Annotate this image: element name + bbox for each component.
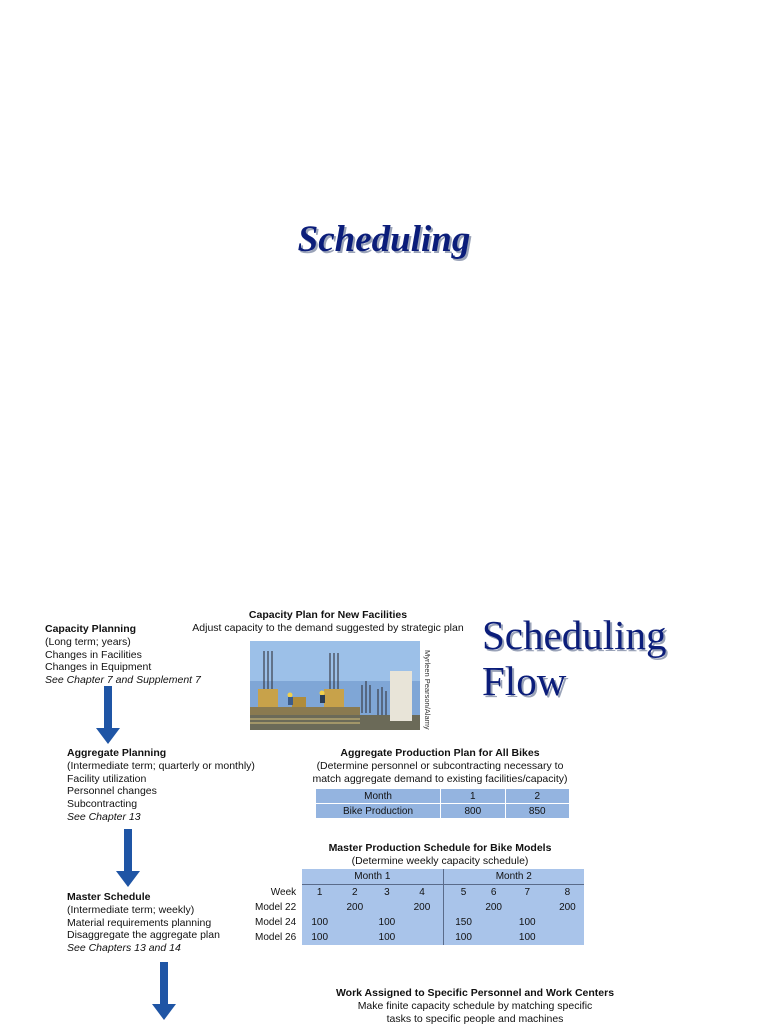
mps-cell: 100 (302, 915, 337, 930)
table-row (244, 930, 584, 945)
mps-cell: 100 (302, 930, 337, 945)
master-schedule-ref: See Chapters 13 and 14 (67, 942, 181, 955)
aggregate-plan-heading: Aggregate Production Plan for All Bikes (340, 747, 540, 759)
capacity-planning-line: (Long term; years) (45, 635, 131, 648)
mps-cell (551, 930, 584, 945)
mps-week: 4 (401, 885, 443, 901)
mps-week: 2 (337, 885, 372, 901)
mps-week: 5 (443, 885, 484, 901)
scheduling-flow-title (482, 612, 752, 704)
mps-cell (337, 915, 372, 930)
mps-row-label: Model 22 (255, 902, 297, 913)
table-header-cell: 1 (441, 789, 505, 804)
table-cell: 850 (505, 804, 569, 819)
table-header-cell: Month (316, 789, 441, 804)
mps-week: 6 (484, 885, 504, 901)
mps-cell: 200 (401, 900, 443, 915)
master-schedule-line: Material requirements planning (67, 916, 212, 929)
mps-cell (401, 930, 443, 945)
aggregate-plan-block (290, 747, 590, 785)
aggregate-planning-line: Facility utilization (67, 772, 147, 785)
work-assigned-heading: Work Assigned to Specific Personnel and Work Centers (335, 987, 615, 999)
mps-week: 1 (302, 885, 337, 901)
mps-month-2: Month 2 (443, 869, 584, 885)
arrow-down-icon (96, 686, 120, 744)
aggregate-planning-line: (Intermediate term; quarterly or monthly) (67, 759, 255, 772)
capacity-plan-block (185, 609, 471, 635)
master-schedule-heading: Master Schedule (67, 891, 151, 903)
arrow-down-icon (152, 962, 176, 1020)
mps-row-label: Model 26 (255, 932, 297, 943)
mps-cell: 100 (372, 930, 401, 945)
aggregate-planning-ref: See Chapter 13 (67, 810, 141, 823)
work-assigned-sub2: tasks to specific people and machines (386, 1012, 564, 1025)
mps-cell: 200 (485, 902, 502, 913)
mps-subtitle: (Determine weekly capacity schedule) (351, 854, 529, 867)
master-schedule-line: (Intermediate term; weekly) (67, 903, 195, 916)
capacity-plan-heading: Capacity Plan for New Facilities (248, 609, 408, 621)
mps-month-1: Month 1 (302, 869, 443, 885)
mps-cell (443, 900, 484, 915)
mps-cell: 150 (443, 915, 484, 930)
mps-cell (484, 915, 504, 930)
work-assigned-sub1: Make finite capacity schedule by matching specific (357, 999, 593, 1012)
mps-cell (337, 930, 372, 945)
mps-cell: 100 (504, 915, 551, 930)
mps-cell: 200 (551, 900, 584, 915)
mps-cell (401, 915, 443, 930)
capacity-planning-line: Changes in Facilities (45, 648, 142, 661)
construction-photo (250, 641, 420, 730)
mps-cell (551, 915, 584, 930)
table-row-label: Bike Production (316, 804, 441, 819)
capacity-plan-subtitle: Adjust capacity to the demand suggested by strategic plan (192, 621, 464, 634)
mps-cell: 100 (372, 915, 401, 930)
aggregate-plan-sub1: (Determine personnel or subcontracting necessary to (316, 759, 564, 772)
mps-cell (302, 900, 337, 915)
aggregate-planning-block (67, 747, 287, 824)
mps-cell (504, 900, 551, 915)
aggregate-planning-line: Personnel changes (67, 785, 157, 798)
mps-cell (372, 900, 401, 915)
mps-heading: Master Production Schedule for Bike Models (328, 842, 552, 854)
mps-block (300, 842, 580, 868)
mps-week: 7 (504, 885, 551, 901)
mps-table (244, 869, 584, 945)
work-assigned-block (330, 987, 620, 1025)
master-schedule-line: Disaggregate the aggregate plan (67, 929, 220, 942)
table-row (244, 900, 584, 915)
table-cell: 800 (441, 804, 505, 819)
mps-cell (484, 930, 504, 945)
title-line-2: Flow (482, 658, 567, 704)
aggregate-plan-table (315, 788, 570, 819)
capacity-planning-line: Changes in Equipment (45, 661, 152, 674)
mps-cell: 100 (504, 930, 551, 945)
mps-week: 8 (551, 885, 584, 901)
photo-credit: Myrleen Pearson/Alamy (423, 650, 432, 730)
table-row (244, 915, 584, 930)
master-schedule-block (67, 891, 252, 955)
table-header-cell: 2 (505, 789, 569, 804)
aggregate-planning-heading: Aggregate Planning (67, 747, 167, 759)
aggregate-planning-line: Subcontracting (67, 798, 138, 811)
capacity-planning-heading: Capacity Planning (45, 623, 137, 635)
slide-title: Scheduling (297, 219, 471, 260)
mps-week: 3 (372, 885, 401, 901)
mps-cell: 100 (443, 930, 484, 945)
mps-cell: 200 (337, 900, 372, 915)
aggregate-plan-sub2: match aggregate demand to existing facilities/capacity) (312, 772, 568, 785)
title-line-1: Scheduling (482, 612, 667, 658)
capacity-planning-ref: See Chapter 7 and Supplement 7 (45, 674, 201, 687)
arrow-down-icon (116, 829, 140, 887)
mps-row-label: Model 24 (255, 917, 297, 928)
photo-credit-wrap (422, 650, 432, 732)
mps-week-label: Week (270, 886, 297, 898)
